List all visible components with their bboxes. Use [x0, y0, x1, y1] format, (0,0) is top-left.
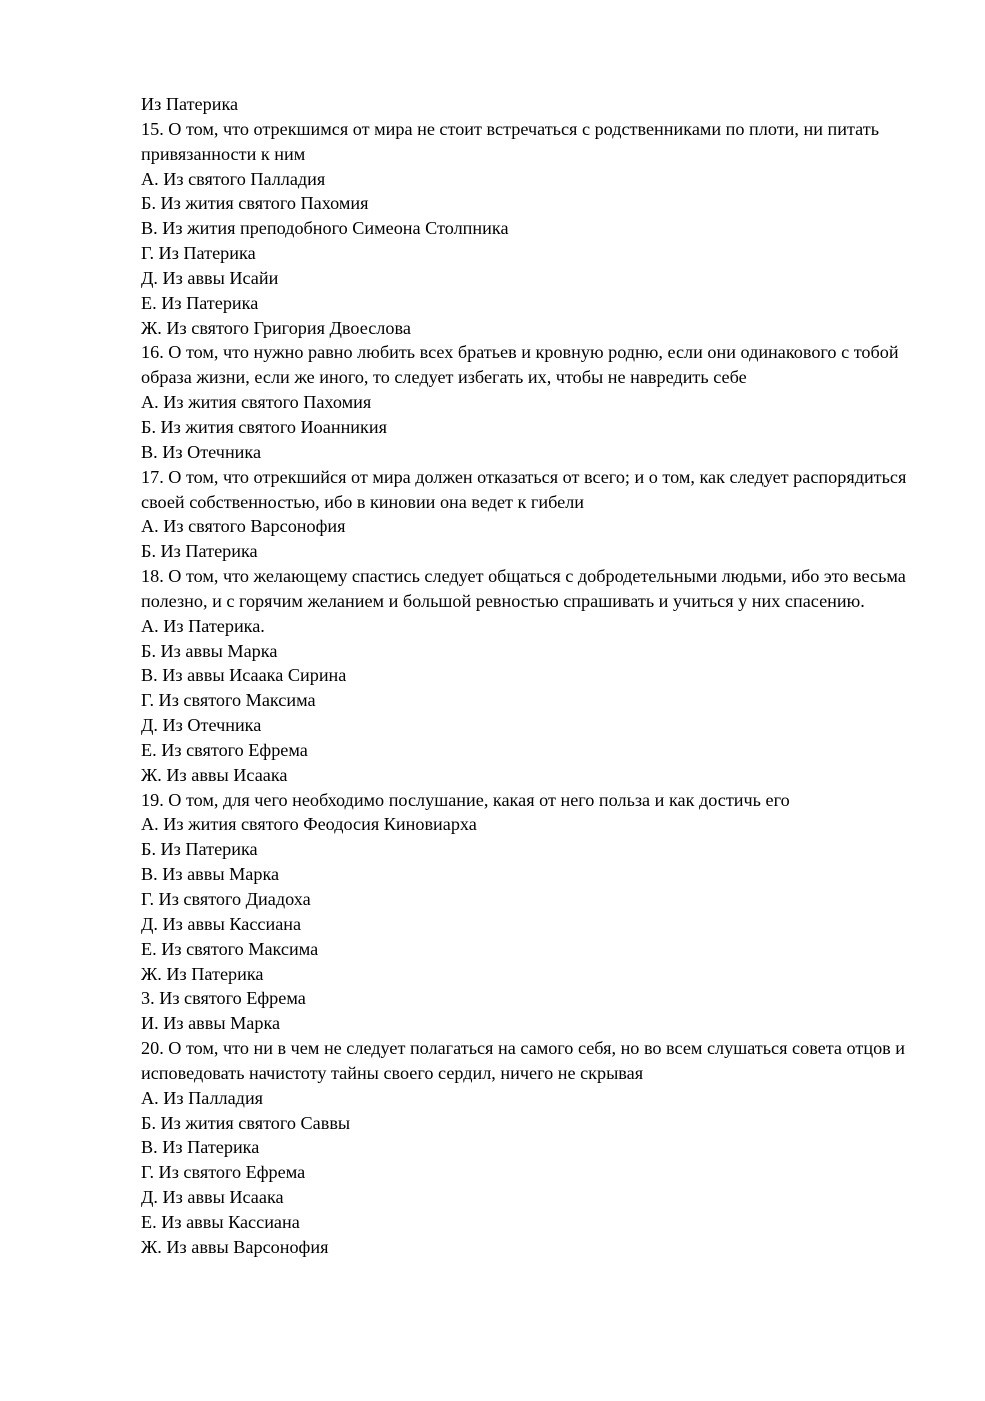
section-line: Из Патерика — [141, 94, 239, 114]
list-item: Б. Из аввы Марка — [141, 640, 278, 661]
list-item: Е. Из Патерика — [141, 292, 259, 313]
list-item: В. Из жития преподобного Симеона Столпника — [141, 218, 509, 239]
list-item: Е. Из аввы Кассиана — [141, 1211, 300, 1232]
list-item: Ж. Из аввы Исаака — [141, 764, 288, 785]
list-item: 3. Из святого Ефрема — [141, 988, 306, 1009]
list-item: Б. Из жития святого Саввы — [141, 1112, 351, 1133]
list-item: В. Из аввы Исаака Сирина — [141, 665, 347, 686]
list-item: Д. Из аввы Исаака — [141, 1187, 284, 1208]
list-item: Г. Из Патерика — [141, 243, 256, 264]
chapter-heading-15: 15. О том, что отрекшимся от мира не стоит встречаться с родственниками по плоти, ни питать привязанности к ним — [141, 118, 879, 164]
list-item: Ж. Из Патерика — [141, 963, 264, 984]
list-item: Д. Из Отечника — [141, 715, 262, 736]
list-item: Е. Из святого Ефрема — [141, 739, 308, 760]
list-item: Г. Из святого Ефрема — [141, 1162, 306, 1183]
list-item: Г. Из святого Максима — [141, 690, 316, 711]
list-item: А. Из святого Варсонофия — [141, 516, 346, 537]
list-item: В. Из аввы Марка — [141, 864, 280, 885]
list-item: Г. Из святого Диадоха — [141, 889, 311, 909]
chapter-heading-16: 16. О том, что нужно равно любить всех братьев и кровную родню, если они одинакового с тобой образа жизни, если же иного, то следует избегать их, чтобы не навредить себе — [141, 342, 899, 388]
list-item: Д. Из аввы Кассиана — [141, 913, 302, 934]
list-item: И. Из аввы Марка — [141, 1013, 281, 1034]
chapter-heading-18: 18. О том, что желающему спастись следует общаться с добродетельными людьми, ибо это весьма полезно, и с горячим желанием и большой ревностью спрашивать и учиться у них спасению. — [141, 566, 906, 611]
chapter-heading-17: 17. О том, что отрекшийся от мира должен отказаться от всего; и о том, как следует распорядиться своей собственностью, ибо в киновии она ведет к гибели — [141, 466, 907, 512]
list-item: Б. Из жития святого Пахомия — [141, 193, 369, 214]
list-item: А. Из Патерика. — [141, 615, 265, 636]
list-item: В. Из Отечника — [141, 441, 262, 462]
list-item: Б. Из жития святого Иоанникия — [141, 416, 387, 437]
list-item: А. Из святого Палладия — [141, 168, 326, 189]
list-item: Ж. Из святого Григория Двоеслова — [141, 317, 411, 338]
list-item: А. Из жития святого Феодосия Киновиарха — [141, 814, 477, 835]
list-item: Б. Из Патерика — [141, 839, 258, 860]
chapter-heading-19: 19. О том, для чего необходимо послушание, какая от него польза и как достичь его — [141, 789, 790, 810]
list-item: В. Из Патерика — [141, 1137, 260, 1158]
list-item: А. Из жития святого Пахомия — [141, 392, 372, 413]
list-item: Ж. Из аввы Варсонофия — [141, 1236, 329, 1257]
list-item: А. Из Палладия — [141, 1087, 264, 1108]
document-page — [141, 92, 931, 1260]
list-item: Е. Из святого Максима — [141, 938, 319, 959]
list-item: Д. Из аввы Исайи — [141, 267, 279, 288]
chapter-heading-20: 20. О том, что ни в чем не следует полагаться на самого себя, но во всем слушаться совета отцов и исповедовать начистоту тайны своего сердил, ничего не скрывая — [141, 1038, 906, 1083]
list-item: Б. Из Патерика — [141, 541, 258, 562]
